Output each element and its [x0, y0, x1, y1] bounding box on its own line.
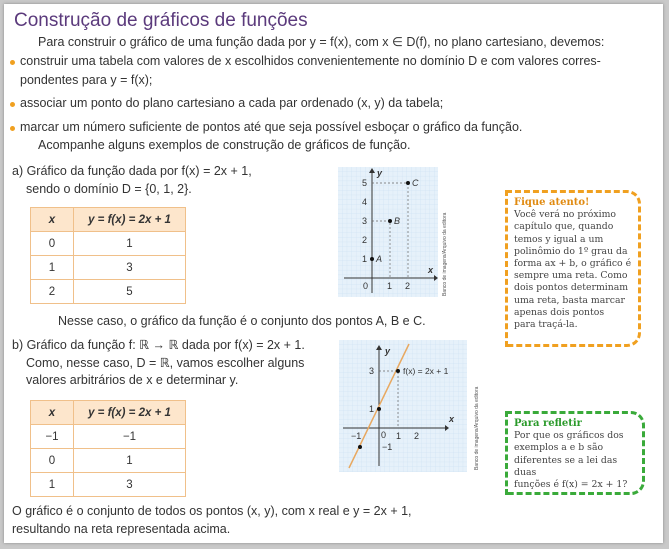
point-label: A [376, 254, 383, 264]
attention-line: apenas dois pontos [514, 306, 605, 318]
point-label: C [412, 178, 419, 188]
cell: 1 [31, 256, 74, 280]
table-row [31, 449, 186, 473]
x-tick: 2 [405, 281, 411, 291]
cell: 0 [31, 449, 74, 473]
cell: −1 [31, 425, 74, 449]
attention-line: dois pontos determinam [514, 282, 629, 294]
bullet-icon [10, 60, 15, 65]
attention-box [505, 190, 641, 347]
x-label: x [428, 265, 434, 275]
attention-line: Você verá no próximo [514, 209, 616, 221]
reflect-box [505, 411, 645, 495]
bullet-2: associar um ponto do plano cartesiano a cada par ordenado (x, y) da tabela; [20, 96, 444, 110]
bullet-icon [10, 102, 15, 107]
y-tick: 2 [362, 235, 368, 245]
bullet-3: marcar um número suficiente de pontos até que seja possível esboçar o gráfico da função. [20, 120, 523, 134]
page-title: Construção de gráficos de funções [14, 10, 308, 31]
table-header: x [31, 401, 74, 425]
intro-text: Para construir o gráfico de uma função dada por y = f(x), com x ∈ D(f), no plano cartesiano, devemos: [38, 35, 605, 49]
cell: 0 [31, 232, 74, 256]
example-b-conclusion-2: resultando na reta representada acima. [12, 522, 231, 536]
image-credit: Banco de imagens/Arquivo da editora [442, 212, 448, 296]
image-credit: Banco de imagens/Arquivo da editora [474, 386, 480, 470]
y-label: y [385, 346, 391, 356]
x-tick: 1 [387, 281, 393, 291]
table-row [31, 280, 186, 304]
attention-title: Fique atento! [514, 197, 590, 208]
example-b-heading: b) Gráfico da função f: ℝ → ℝ dada por f(x) = 2x + 1. [12, 338, 305, 352]
x-tick: 2 [414, 431, 420, 441]
cell: 1 [74, 449, 186, 473]
x-tick: 1 [396, 431, 402, 441]
reflect-line: Por que os gráficos dos [514, 430, 624, 442]
attention-line: forma ax + b, o gráfico é [514, 258, 632, 270]
bullet-1: construir uma tabela com valores de x escolhidos convenientemente no domínio D e com valores corres- [20, 54, 601, 68]
attention-line: sempre uma reta. Como [514, 270, 628, 282]
example-a-heading: a) Gráfico da função dada por f(x) = 2x + 1, [12, 164, 252, 178]
table-row [31, 473, 186, 497]
y-tick: −1 [382, 442, 393, 452]
cell: 2 [31, 280, 74, 304]
function-label: f(x) = 2x + 1 [403, 366, 449, 376]
reflect-title: Para refletir [514, 418, 582, 429]
reflect-line: funções é f(x) = 2x + 1? [514, 479, 628, 491]
values-table-a [30, 207, 186, 304]
cell: 5 [74, 280, 186, 304]
textbook-page [4, 4, 663, 543]
attention-line: temos y igual a um [514, 233, 604, 245]
y-label: y [377, 168, 383, 178]
table-header: x [31, 208, 74, 232]
graph-a [338, 167, 438, 297]
table-header: y = f(x) = 2x + 1 [74, 208, 186, 232]
example-a-conclusion: Nesse caso, o gráfico da função é o conjunto dos pontos A, B e C. [58, 314, 426, 328]
point-c [406, 181, 410, 185]
attention-line: capítulo que, quando [514, 221, 614, 233]
values-table-b [30, 400, 186, 497]
attention-line: polinômio do 1º grau da [514, 245, 628, 257]
x-tick: −1 [351, 431, 362, 441]
table-header: y = f(x) = 2x + 1 [74, 401, 186, 425]
example-b-conclusion-1: O gráfico é o conjunto de todos os pontos (x, y), com x real e y = 2x + 1, [12, 504, 412, 518]
cell: −1 [74, 425, 186, 449]
y-tick: 4 [362, 197, 368, 207]
table-row [31, 425, 186, 449]
cell: 1 [31, 473, 74, 497]
bullet-icon [10, 126, 15, 131]
cell: 1 [74, 232, 186, 256]
y-tick: 3 [369, 366, 375, 376]
table-row [31, 256, 186, 280]
example-b-line3: valores arbitrários de x e determinar y. [26, 373, 239, 387]
origin-label: 0 [381, 430, 387, 440]
attention-line: para traçá-la. [514, 319, 578, 331]
table-row [31, 232, 186, 256]
origin-label: 0 [363, 281, 369, 291]
reflect-line: exemplos a e b são [514, 442, 604, 454]
x-label: x [449, 414, 455, 424]
point-label: B [394, 216, 401, 226]
example-b-line2: Como, nesse caso, D = ℝ, vamos escolher alguns [26, 356, 305, 370]
bullet-1-cont: pondentes para y = f(x); [20, 73, 153, 87]
y-tick: 5 [362, 178, 368, 188]
y-tick: 1 [362, 254, 368, 264]
attention-line: uma reta, basta marcar [514, 294, 625, 306]
cell: 3 [74, 473, 186, 497]
point-a [370, 257, 374, 261]
graph-b [339, 340, 467, 472]
example-a-domain: sendo o domínio D = {0, 1, 2}. [26, 182, 192, 196]
y-tick: 3 [362, 216, 368, 226]
cell: 3 [74, 256, 186, 280]
reflect-line: diferentes se a lei das duas [514, 454, 618, 478]
point-b [388, 219, 392, 223]
y-tick: 1 [369, 404, 375, 414]
follow-text: Acompanhe alguns exemplos de construção de gráficos de função. [38, 138, 411, 152]
